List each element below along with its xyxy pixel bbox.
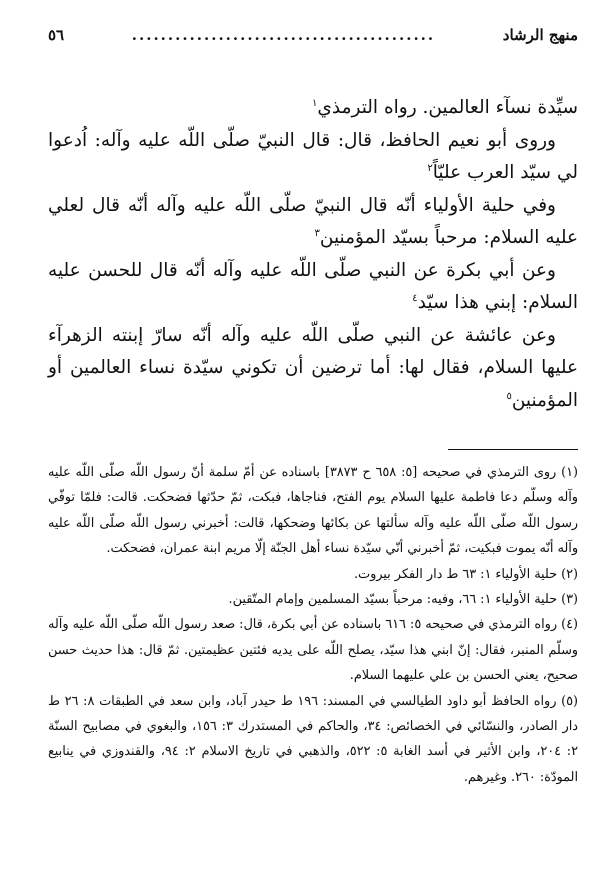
footnote-5: (٥) رواه الحافظ أبو داود الطيالسي في المسند: ١٩٦ ط حيدر آباد، وابن سعد في الطبقات ٨: ٢٦ ط دار الصادر، والنسّائي في الخصائص: ٣٤، والحاكم في المستدرك ٣: ١٥٦، والبغوي في مصابيح السنّة ٢: ٢٠٤، وابن الأثير في أسد الغابة ٥: ٥٢٢، والذهبي في تاريخ الاسلام ٢: ٩٤، والقندوزي في ينابيع المودّة: ٢٦٠. وغيرهم. — [48, 693, 578, 785]
page-header — [48, 22, 578, 48]
footnote-ref: ٣ — [314, 227, 320, 239]
main-paragraph — [48, 92, 578, 125]
book-page — [48, 22, 578, 852]
main-paragraph — [48, 125, 578, 190]
footnote-ref: ٤ — [412, 292, 418, 304]
paragraph-text: وعن عائشة عن النبي صلّى اللّه عليه وآله أنّه سارّ إبنته الزهرآء عليها السلام، فقال لها: أما ترضين أن تكوني سيّدة نساء العالمين أو المؤمنين — [48, 324, 578, 411]
footnotes — [48, 460, 578, 790]
footnote-3: (٣) حلية الأولياء ١: ٦٦، وفيه: مرحباً بسيّد المسلمين وإمام المتّقين. — [228, 592, 578, 608]
main-paragraph — [48, 190, 578, 255]
footnote-ref: ١ — [312, 97, 318, 109]
main-paragraph — [48, 255, 578, 320]
page-number: ٥٦ — [48, 26, 65, 44]
paragraph-text: وفي حلية الأولياء أنّه قال النبيّ صلّى اللّه عليه وآله أنّه قال لعلي عليه السلام: مرحباً بسيّد المؤمنين — [48, 194, 578, 248]
footnote-divider — [448, 449, 578, 450]
footnote-1: (١) روى الترمذي في صحيحه [٥: ٦٥٨ ح ٣٨٧٣] باسناده عن أمّ سلمة أنّ رسول اللّه صلّى اللّه عليه وآله وسلّم دعا فاطمة عليها السلام يوم الفتح، فناجاها، فبكت، ثمّ حدّثها فضحكت. قالت: فلمّا توفّي رسول اللّه صلّى اللّه عليه وآله سألتها عن بكائها وضحكها، قالت: أخبرني رسول اللّه صلّى اللّه عليه وآله أنّه يموت فبكيت، ثمّ أخبرني أنّي سيّدة نساء أهل الجنّة إلّا مريم ابنة عمران، فضحكت. — [48, 465, 579, 557]
footnote-2: (٢) حلية الأولياء ١: ٦٣ ط دار الفكر بيروت. — [353, 566, 578, 582]
footnote-ref: ٥ — [506, 390, 512, 402]
footnote-4: (٤) رواه الترمذي في صحيحه ٥: ٦١٦ باسناده عن أبي بكرة، قال: صعد رسول اللّه صلّى اللّه عليه وآله وسلّم المنبر، فقال: إنّ ابني هذا سيّد، يصلح اللّه على يديه فئتين عظيمتين. ثمّ قال: هذا حديث حسن صحيح، يعني الحسن بن علي عليهما السلام. — [48, 617, 578, 684]
paragraph-text: وعن أبي بكرة عن النبي صلّى اللّه عليه وآله أنّه قال للحسن عليه السلام: إبني هذا سيّد — [48, 259, 578, 313]
running-title: منهج الرشاد — [502, 26, 578, 44]
footnote-ref: ٢ — [427, 162, 433, 174]
main-paragraph — [48, 320, 578, 418]
paragraph-text: وروى أبو نعيم الحافظ، قال: قال النبيّ صلّى اللّه عليه وآله: اُدعوا لي سيّد العرب عليّاً — [48, 129, 578, 183]
paragraph-text: سيِّدة نسآء العالمين. رواه الترمذي — [317, 97, 578, 118]
main-text — [48, 92, 578, 417]
header-dot-leader: .......................................... — [131, 26, 436, 44]
